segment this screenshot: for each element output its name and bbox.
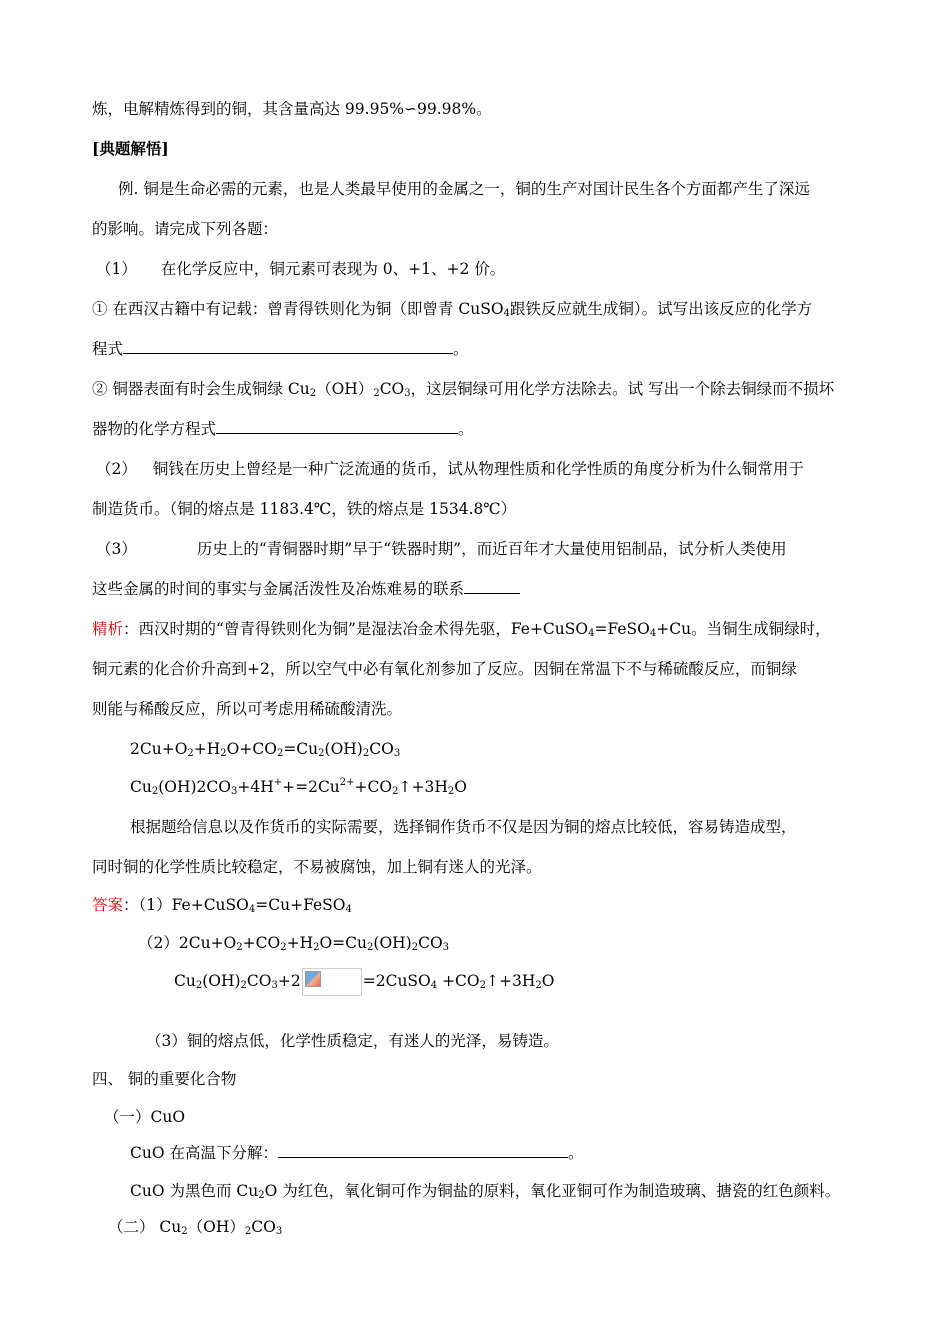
answer-blank[interactable] <box>216 418 458 434</box>
equation-3: $(2)2Cu+O_2+CO_2+H_2O=Cu_2(OH)_2CO_3$ <box>138 934 450 953</box>
answer-blank-line: 器物的化学方程式 。 <box>92 420 474 438</box>
example-question: 例. 铜是生命必需的元素，也是人类最早使用的金属之一，铜的生产对国计民生各个方面都产生了深远 <box>118 180 810 198</box>
text-line: 则能与稀酸反应，所以可考虑用稀硫酸清洗。 <box>92 700 403 718</box>
text-line: 根据题给信息以及作货币的实际需要，选择铜作货币不仅是因为铜的熔点比较低，容易铸造成型， <box>130 818 797 836</box>
answer-blank[interactable] <box>464 578 520 594</box>
text-line: 炼，电解精炼得到的铜，其含量高达 99.95%∽99.98%。 <box>92 100 492 118</box>
text-line: CuO 为黑色而 $Cu_2O$ 为红色，氧化铜可作为铜盐的原料，氧化亚铜可作为制造玻璃、搪瓷的红色颜料。 <box>130 1182 841 1201</box>
answer-blank-line: 这些金属的时间的事实与金属活泼性及冶炼难易的联系 <box>92 578 520 600</box>
question-2: （2） 铜钱在历史上曾经是一种广泛流通的货币，试从物理性质和化学性质的角度分析为什么铜常用于 <box>96 460 804 478</box>
answer-blank[interactable] <box>123 338 453 354</box>
text-line: 的影响。请完成下列各题： <box>92 220 279 238</box>
answer-blank-line: 程式 。 <box>92 340 469 358</box>
text-line: （3）铜的熔点低，化学性质稳定，有迷人的光泽，易铸造。 <box>146 1032 559 1050</box>
answer-blank-line: CuO 在高温下分解： 。 <box>130 1144 584 1162</box>
question-1: （1） 在化学反应中，铜元素可表现为 0、+1、+2 价。 <box>96 260 506 278</box>
subsection-heading: （一）CuO <box>104 1108 186 1126</box>
analysis-paragraph: 精析：西汉时期的“曾青得铁则化为铜”是湿法冶金术得先驱，Fe+CuSO$_4$=FeSO$_4$+Cu。当铜生成铜绿时， <box>92 620 831 639</box>
question-1-part-1: ① 在西汉古籍中有记载：曾青得铁则化为铜（即曾青 CuSO$_4$跟铁反应就生成铜）。试写出该反应的化学方 <box>92 300 813 319</box>
text-line: 制造货币。（铜的熔点是 1183.4℃，铁的熔点是 1534.8℃） <box>92 500 517 518</box>
question-3: （3） 历史上的“青铜器时期”早于“铁器时期”，而近百年才大量使用铝制品，试分析人类使用 <box>96 540 787 558</box>
section-heading: [典题解悟] <box>92 139 169 158</box>
equation-1: $2Cu+O_2+H_2O+CO_2=Cu_2(OH)_2CO_3$ <box>130 740 401 759</box>
equation-2: $Cu_2(OH)2CO_3+4H^++=2Cu^{2+}+CO_2↑+3H_2O$ <box>130 777 467 797</box>
text-line: 同时铜的化学性质比较稳定，不易被腐蚀，加上铜有迷人的光泽。 <box>92 858 542 876</box>
question-1-part-2: ② 铜器表面有时会生成铜绿 $Cu_2(OH)_2CO_3$，这层铜绿可用化学方法除去。试 写出一个除去铜绿而不损坏 <box>92 380 835 399</box>
answer-label: 答案 <box>92 896 124 914</box>
equation-4: $Cu_2(OH)_2CO_3+2$ =2CuSO$_4$ $+CO_2↑+3H_2O$ <box>174 968 554 996</box>
section-heading: 四、 铜的重要化合物 <box>92 1070 237 1088</box>
subsection-heading: （二） $Cu_2(OH)_2CO_3$ <box>108 1218 283 1237</box>
answer-blank[interactable] <box>278 1142 568 1158</box>
text-line: 铜元素的化合价升高到+2，所以空气中必有氧化剂参加了反应。因铜在常温下不与稀硫酸反应，而铜绿 <box>92 660 797 678</box>
answer-paragraph: 答案：（1）Fe+CuSO$_4$=Cu+FeSO$_4$ <box>92 896 352 915</box>
broken-image-icon <box>302 968 362 996</box>
analysis-label: 精析 <box>92 620 124 638</box>
